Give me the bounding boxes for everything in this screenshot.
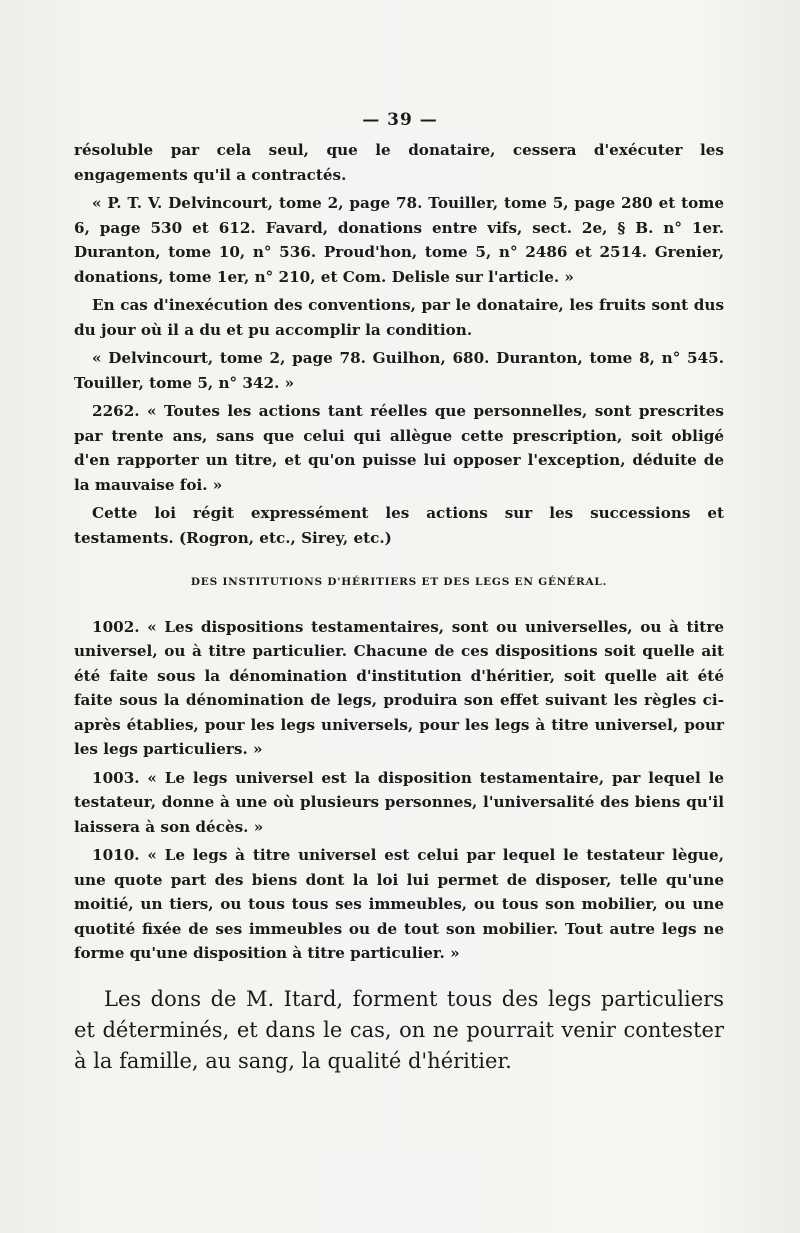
article: 1002. « Les dispositions testamentaires, sont ou universelles, ou à titre universel, ou à titre particulier. Chacune de ces dispositions soit quelle ait été faite sous la dénomination d'institution d'héritier, soit quelle ait été faite sous la dénomination de legs, produira son effet suivant les règles ci-après établies, pour les legs universels, pour les legs à titre universel, pour les legs particuliers. » — [74, 617, 724, 758]
paragraph: Cette loi régit expressément les actions sur les successions et testaments. (Rogron, etc., Sirey, etc.) — [74, 504, 724, 547]
body-text — [74, 138, 724, 1077]
page-number: — 39 — — [362, 110, 438, 130]
paragraph: En cas d'inexécution des conventions, par le donataire, les fruits sont dus du jour où il a du et pu accomplir la condition. — [74, 296, 724, 339]
paragraph: 2262. « Toutes les actions tant réelles que personnelles, sont prescrites par trente ans, sans que celui qui allègue cette prescription, soit obligé d'en rapporter un titre, et qu'on puisse lui opposer l'exception, déduite de la mauvaise foi. » — [74, 402, 724, 494]
conclusion-paragraph: Les dons de M. Itard, forment tous des legs particuliers et déterminés, et dans le cas, on ne pourrait venir contester à la famille, au sang, la qualité d'héritier. — [74, 986, 724, 1073]
section-heading: DES INSTITUTIONS D'HÉRITIERS ET DES LEGS EN GÉNÉRAL. — [190, 576, 608, 588]
article: 1003. « Le legs universel est la disposition testamentaire, par lequel le testateur, donne à une où plusieurs personnes, l'universalité des biens qu'il laissera à son décès. » — [74, 768, 724, 836]
article: 1010. « Le legs à titre universel est celui par lequel le testateur lègue, une quote part des biens dont la loi lui permet de disposer, telle qu'une moitié, un tiers, ou tous tous ses immeubles, ou tous son mobilier, ou une quotité fixée de ses immeubles ou de tout son mobilier. Tout autre legs ne forme qu'une disposition à titre particulier. » — [74, 846, 724, 962]
paragraph: « Delvincourt, tome 2, page 78. Guilhon, 680. Duranton, tome 8, n° 545. Touiller, tome 5, n° 342. » — [74, 349, 724, 392]
paragraph: « P. T. V. Delvincourt, tome 2, page 78. Touiller, tome 5, page 280 et tome 6, page 530 et 612. Favard, donations entre vifs, sect. 2e, § B. n° 1er. Duranton, tome 10, n° 536. Proud'hon, tome 5, n° 2486 et 2514. Grenier, donations, tome 1er, n° 210, et Com. Delisle sur l'article. » — [74, 194, 724, 286]
paragraph: résoluble par cela seul, que le donataire, cessera d'exécuter les engagements qu'il a contractés. — [74, 141, 724, 184]
